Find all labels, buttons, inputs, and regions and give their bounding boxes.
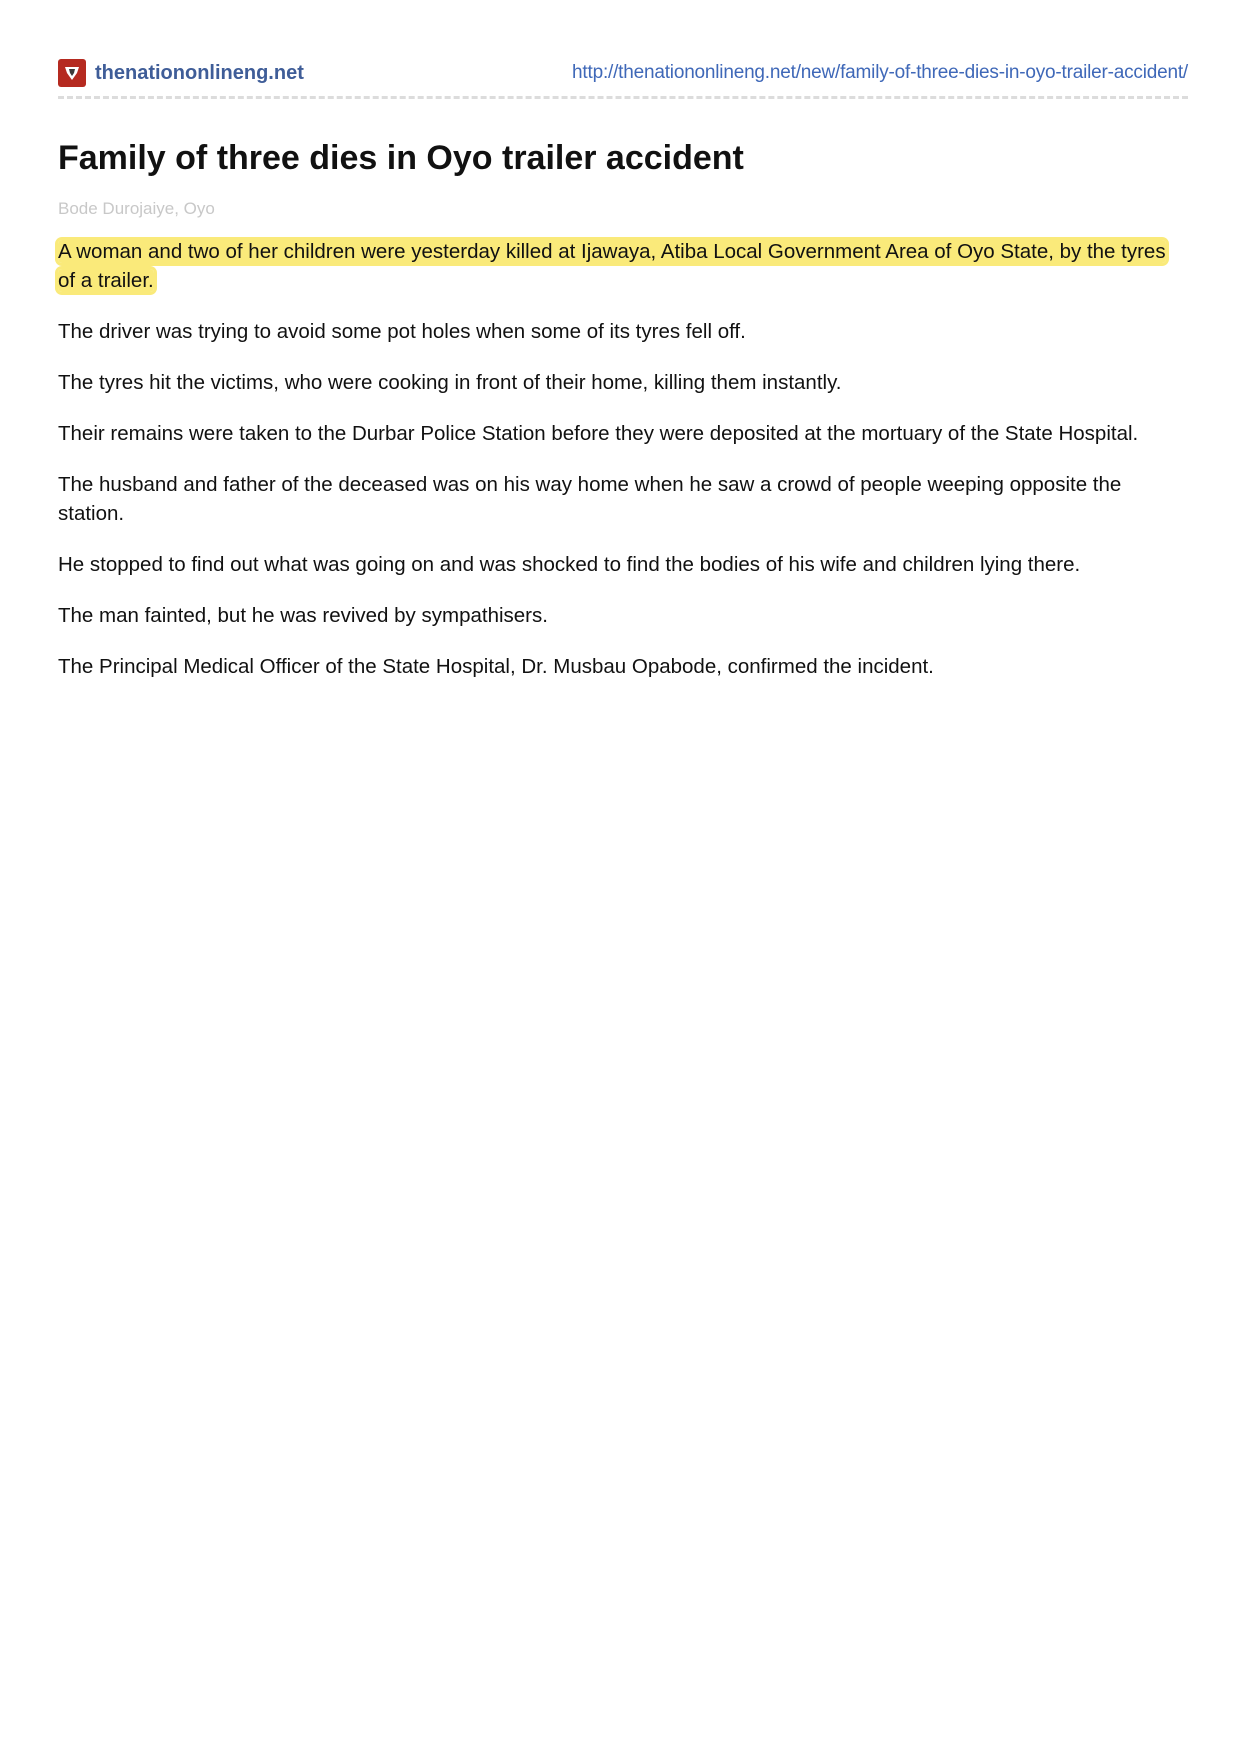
body-paragraph: He stopped to find out what was going on and was shocked to find the bodies of his wife and children lying there. [58,553,1081,576]
site-name[interactable]: thenationonlineng.net [95,61,304,84]
body-paragraph: The driver was trying to avoid some pot holes when some of its tyres fell off. [58,320,746,343]
body-paragraph: The husband and father of the deceased was on his way home when he saw a crowd of people weeping opposite the station. [58,473,1122,525]
article-byline: Bode Durojaiye, Oyo [58,199,215,218]
body-paragraph: The Principal Medical Officer of the State Hospital, Dr. Musbau Opabode, confirmed the incident. [58,655,934,678]
source-url-link[interactable]: http://thenationonlineng.net/new/family-of-three-dies-in-oyo-trailer-accident/ [572,62,1188,83]
page-header [58,56,1188,90]
highlighted-text: A woman and two of her children were yesterday killed at Ijawaya, Atiba Local Government Area of Oyo State, by the tyres of a trailer. [58,240,1166,292]
article-title: Family of three dies in Oyo trailer accident [58,139,744,177]
body-paragraph: The tyres hit the victims, who were cooking in front of their home, killing them instantly. [58,371,842,394]
lead-paragraph [58,237,1188,295]
body-paragraph: The man fainted, but he was revived by sympathisers. [58,604,548,627]
page [58,56,1188,703]
shield-logo-icon [58,59,86,87]
site-branding [58,59,304,87]
body-paragraph: Their remains were taken to the Durbar Police Station before they were deposited at the mortuary of the State Hospital. [58,422,1139,445]
header-divider [58,96,1188,99]
article-body [58,237,1188,681]
